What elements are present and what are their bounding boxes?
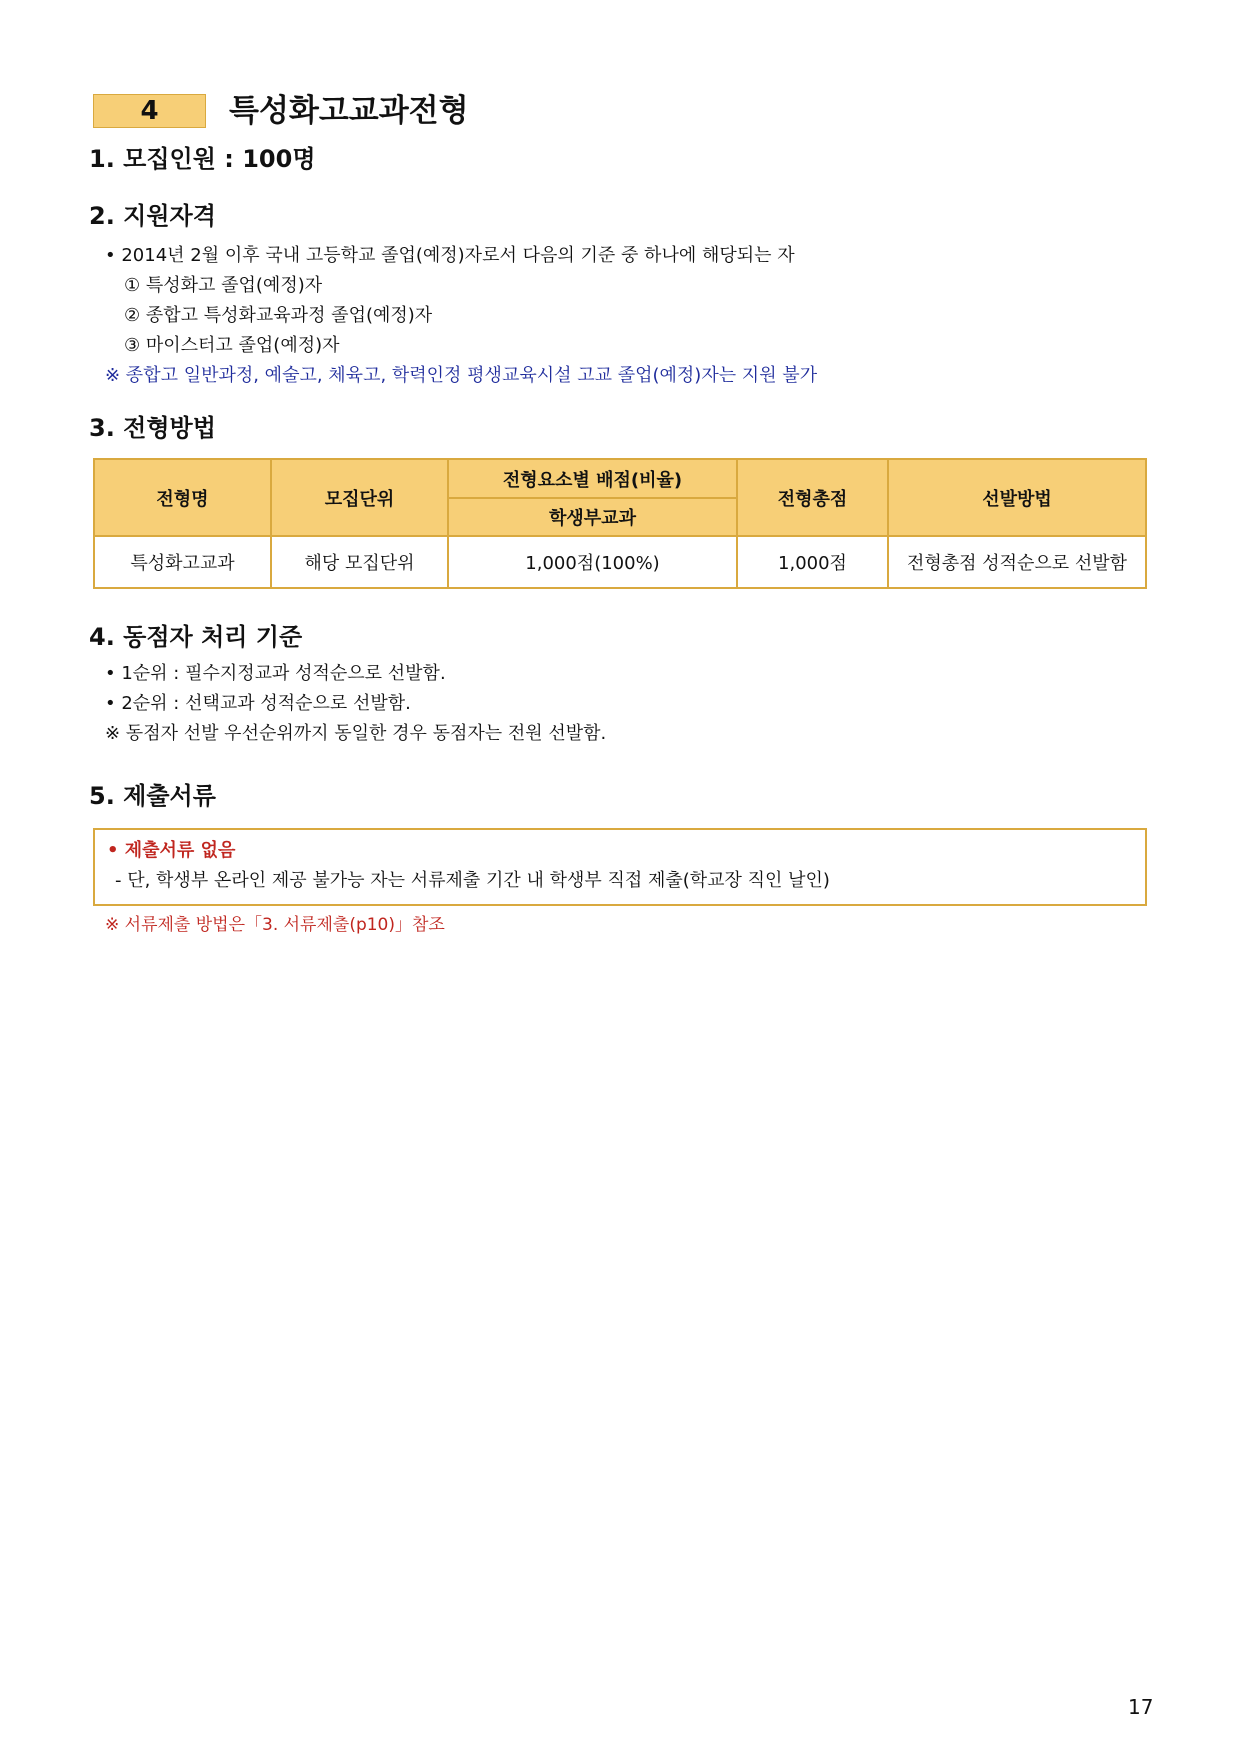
tie-item: • 2순위 : 선택교과 성적순으로 선발함.	[105, 693, 411, 714]
tie-heading: 4. 동점자 처리 기준	[89, 623, 303, 651]
selection-method-table	[93, 458, 1147, 589]
documents-box-detail: - 단, 학생부 온라인 제공 불가능 자는 서류제출 기간 내 학생부 직접 제출(학교장 직인 날인)	[115, 870, 830, 891]
qualification-note: ※ 종합고 일반과정, 예술고, 체육고, 학력인정 평생교육시설 고교 졸업(예정)자는 지원 불가	[105, 365, 818, 386]
header-total: 전형총점	[737, 459, 888, 536]
header-name: 전형명	[94, 459, 271, 536]
qualification-item: ① 특성화고 졸업(예정)자	[124, 275, 323, 296]
section-number-badge: 4	[93, 94, 206, 128]
cell-factor: 1,000점(100%)	[448, 536, 737, 588]
section-title: 특성화고교과전형	[229, 93, 469, 129]
documents-box-title: • 제출서류 없음	[107, 840, 236, 861]
cell-selection: 전형총점 성적순으로 선발함	[888, 536, 1146, 588]
recruit-heading: 1. 모집인원 : 100명	[89, 145, 316, 173]
header-factor-sub: 학생부교과	[448, 498, 737, 536]
method-heading: 3. 전형방법	[89, 414, 216, 442]
header-unit: 모집단위	[271, 459, 448, 536]
qualification-item: ③ 마이스터고 졸업(예정)자	[124, 335, 340, 356]
documents-note: ※ 서류제출 방법은「3. 서류제출(p10)」참조	[105, 915, 445, 935]
cell-name: 특성화고교과	[94, 536, 271, 588]
header-factor: 전형요소별 배점(비율)	[448, 459, 737, 498]
cell-unit: 해당 모집단위	[271, 536, 448, 588]
tie-item: • 1순위 : 필수지정교과 성적순으로 선발함.	[105, 663, 446, 684]
qualification-intro: • 2014년 2월 이후 국내 고등학교 졸업(예정)자로서 다음의 기준 중 하나에 해당되는 자	[105, 245, 795, 266]
cell-total: 1,000점	[737, 536, 888, 588]
page-number: 17	[1128, 1695, 1154, 1719]
qualification-heading: 2. 지원자격	[89, 202, 216, 230]
documents-box	[93, 828, 1147, 906]
documents-heading: 5. 제출서류	[89, 782, 216, 810]
header-selection: 선발방법	[888, 459, 1146, 536]
qualification-item: ② 종합고 특성화교육과정 졸업(예정)자	[124, 305, 433, 326]
tie-note: ※ 동점자 선발 우선순위까지 동일한 경우 동점자는 전원 선발함.	[105, 723, 607, 744]
